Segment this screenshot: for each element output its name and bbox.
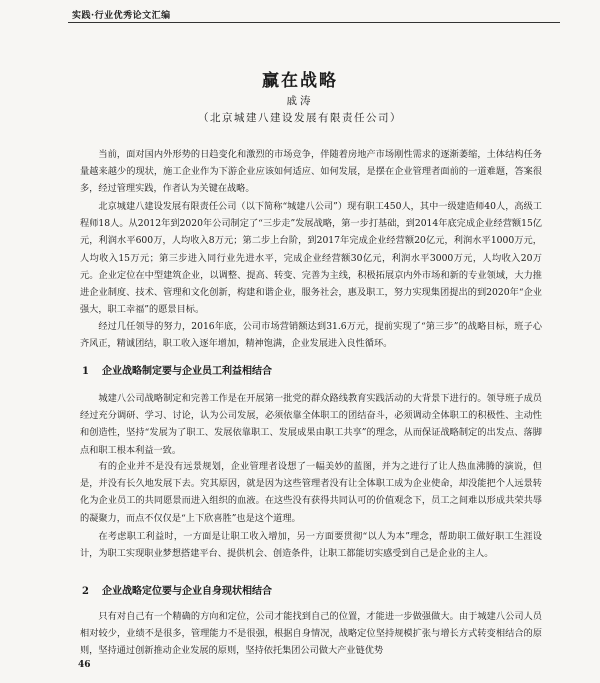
page-number: 46 <box>78 660 91 670</box>
running-header: 实践·行业优秀论文汇编 <box>72 11 171 21</box>
paragraph-section1-a: 城建八公司战略制定和完善工作是在开展第一批党的群众路线教育实践活动的大背景下进行的。领导班子成员经过充分调研、学习、讨论，认为公司发展，必须依靠全体职工的团结奋斗，必须调动全体职工的积极性、主动性和创造性，坚持“发展为了职工、发展依靠职工、发展成果由职工共享”的理念，从而保证战略制定的出发点、落脚点和职工根本利益一致。 <box>80 393 542 456</box>
article-title: 赢在战略 <box>262 71 338 91</box>
header-rule <box>68 22 560 23</box>
section-heading-1 <box>80 364 542 380</box>
paragraph-section2-a: 只有对自己有一个精确的方向和定位，公司才能找到自己的位置，才能进一步做强做大。由于城建八公司人员相对较少，业绩不是很多，管理能力不是很强，根据自身情况，战略定位坚持规模扩张与增长方式转变相结合的原则，坚持通过创新推动企业发展的原则，坚持依托集团公司做大产业链优势 <box>80 611 542 657</box>
section-title: 企业战略定位要与企业自身现状相结合 <box>102 586 272 597</box>
paragraph-company-overview: 北京城建八建设发展有限责任公司（以下简称“城建八公司”）现有职工450人，其中一级建造师40人，高级工程师18人。从2012年到2020年公司制定了“三步走”发展战略，第一步打基础，到2014年底完成企业经营额15亿元，利润水平600万，人均收入8万元；第二步上台阶，到2017年完成企业经营额20亿元，利润水平1000万元，人均收入15万元；第三步进入同行业先进水平，完成企业经营额30亿元，利润水平3000万元，人均收入20万元。企业定位在中型建筑企业，以调整、提高、转变、完善为主线，积极拓展京内外市场和新的专业领域，大力推进企业制度、技术、管理和文化创新，构建和谐企业，服务社会，惠及职工，努力实现集团提出的到2020年“企业强大，职工幸福”的愿景目标。 <box>80 201 542 316</box>
paragraph-section1-c: 在考虑职工利益时，一方面是让职工收入增加，另一方面要贯彻“以人为本”理念，帮助职工做好职工生涯设计，为职工实现职业梦想搭建平台、提供机会、创造条件，让职工都能切实感受到自己是企业的主人。 <box>80 531 542 560</box>
section-title: 企业战略制定要与企业员工利益相结合 <box>102 366 272 377</box>
paragraph-section1-b: 有的企业并不是没有远景规划，企业管理者设想了一幅美妙的蓝图，并为之进行了让人热血沸腾的演说，但是，并没有长久地发展下去。究其原因，就是因为这些管理者没有让全体职工成为企业使命，却没能把个人远景转化为企业员工的共同愿景而进入组织的血液。在这些没有获得共同认可的价值观念下，员工之间难以形成共荣共辱的凝聚力，而点不仅仅是“上下欣喜胜”也是这个道理。 <box>80 461 542 524</box>
section-number: 2 <box>82 586 89 597</box>
paragraph-achievement: 经过几任领导的努力，2016年底，公司市场营销额达到31.6万元，提前实现了“第三步”的战略目标，班子心齐风正，精诚团结，职工收入逐年增加，精神饱满，企业发展进入良性循环。 <box>80 321 542 350</box>
section-heading-2 <box>80 584 542 600</box>
author-affiliation: （北京城建八建设发展有限责任公司） <box>198 112 402 124</box>
article-author: 戚涛 <box>286 95 314 107</box>
section-number: 1 <box>82 366 89 377</box>
paragraph-intro: 当前，面对国内外形势的日趋变化和激烈的市场竞争，伴随着房地产市场刚性需求的逐渐萎缩，土体结构任务量越来越少的现状，施工企业作为下游企业应该如何适应、如何发展，是摆在企业管理者面前的一道难题，答案很多，经过管理实践，作者认为关键在战略。 <box>80 149 542 195</box>
